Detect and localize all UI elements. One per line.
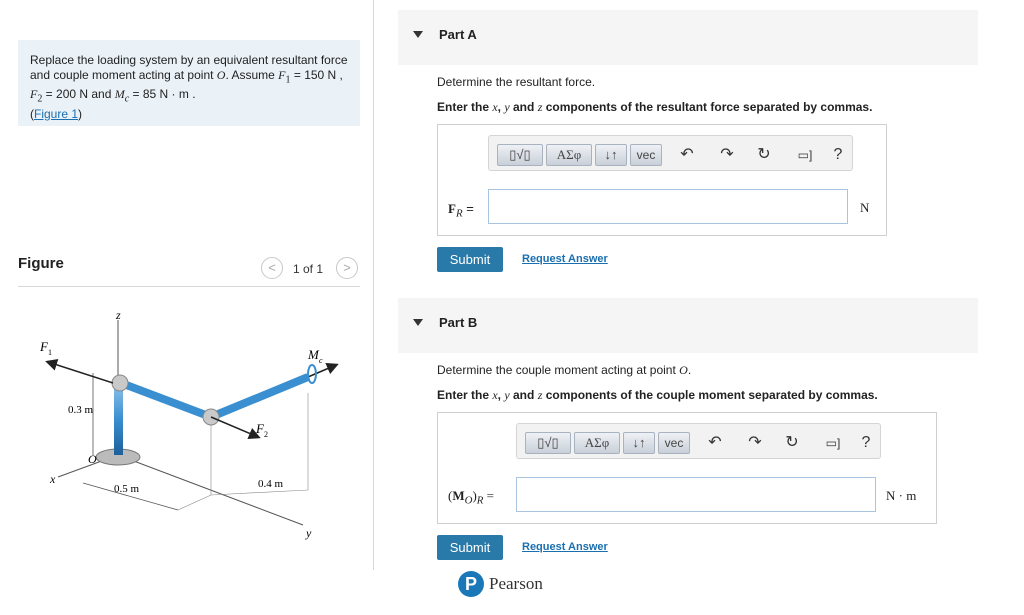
f2-arrow xyxy=(211,417,258,437)
f2-label: F xyxy=(256,421,264,436)
fr-unit: N xyxy=(860,200,870,215)
figure-prev-button[interactable]: < xyxy=(261,257,283,279)
pearson-brand: Pearson xyxy=(489,574,543,593)
keyboard-icon[interactable]: ▭] xyxy=(797,148,813,162)
template-button[interactable]: ▯√▯ xyxy=(525,432,571,454)
part-a-header[interactable] xyxy=(398,10,978,65)
greek-button[interactable]: ΑΣφ xyxy=(574,432,620,454)
f1-label: F xyxy=(40,339,48,354)
keyboard-icon[interactable]: ▭] xyxy=(825,436,841,450)
part-a-submit-button[interactable]: Submit xyxy=(437,247,503,272)
figure-title: Figure xyxy=(18,255,64,272)
part-a-question: Determine the resultant force. xyxy=(437,75,596,89)
pipe-segment-2 xyxy=(211,377,308,417)
greek-button[interactable]: ΑΣφ xyxy=(546,144,592,166)
guide-line-3 xyxy=(211,490,308,495)
part-a-answer-box xyxy=(437,124,887,236)
undo-icon[interactable]: ↶ xyxy=(708,434,722,451)
part-b-instructions: Enter the x, y and z components of the couple moment separated by commas. xyxy=(437,388,878,402)
figure-diagram xyxy=(18,305,348,545)
dim-label-03: 0.3 m xyxy=(68,404,94,416)
vec-button[interactable]: vec xyxy=(658,432,690,454)
part-a-title: Part A xyxy=(439,27,477,42)
help-icon[interactable]: ? xyxy=(861,434,871,451)
f2-sub: 2 xyxy=(264,430,268,439)
figure-link[interactable]: Figure 1 xyxy=(34,106,79,121)
x-label: x xyxy=(50,472,56,486)
fr-answer-input[interactable] xyxy=(488,189,848,224)
collapse-caret-icon[interactable] xyxy=(413,319,423,326)
template-button[interactable]: ▯√▯ xyxy=(497,144,543,166)
vec-button[interactable]: vec xyxy=(630,144,662,166)
mor-unit: N · m xyxy=(886,488,917,503)
subscript-button[interactable]: ↓↑ xyxy=(595,144,627,166)
panel-divider xyxy=(373,0,374,570)
part-b-header[interactable] xyxy=(398,298,978,353)
reset-icon[interactable]: ↻ xyxy=(757,146,771,163)
part-b-request-answer-link[interactable]: Request Answer xyxy=(522,541,608,553)
figure-counter: 1 of 1 xyxy=(293,262,324,276)
help-icon[interactable]: ? xyxy=(833,146,843,163)
part-a-instructions: Enter the x, y and z components of the resultant force separated by commas. xyxy=(437,100,873,114)
elbow-1 xyxy=(112,375,128,391)
mc-sub: c xyxy=(319,356,323,365)
z-label: z xyxy=(116,308,121,322)
redo-icon[interactable]: ↷ xyxy=(748,434,762,451)
y-axis xyxy=(118,455,303,525)
part-b-question: Determine the couple moment acting at point O. xyxy=(437,363,692,377)
f1-arrow xyxy=(48,362,113,383)
part-a-request-answer-link[interactable]: Request Answer xyxy=(522,253,608,265)
mor-answer-input[interactable] xyxy=(516,477,876,512)
f1-sub: 1 xyxy=(48,348,52,357)
collapse-caret-icon[interactable] xyxy=(413,31,423,38)
guide-line-4 xyxy=(178,495,211,510)
problem-statement: Replace the loading system by an equivalent resultant force and couple moment acting at point O. Assume $F_1 = 150$ N , $F_2 = 200$ N and $M_c = 85$ N · m . (Figure 1) xyxy=(18,40,360,126)
mc-label: M xyxy=(308,347,319,362)
undo-icon[interactable]: ↶ xyxy=(680,146,694,163)
figure-header xyxy=(18,255,360,287)
part-b-title: Part B xyxy=(439,315,478,330)
mor-label: $(M_O)_R$ = xyxy=(448,488,495,507)
origin-label: O xyxy=(88,452,97,466)
pearson-logo-icon: P xyxy=(458,571,484,597)
dim-label-04: 0.4 m xyxy=(258,478,284,490)
part-a-toolbar xyxy=(488,135,853,171)
redo-icon[interactable]: ↷ xyxy=(720,146,734,163)
fr-label: $F_R$ = xyxy=(448,201,474,220)
mc-arrow xyxy=(308,365,336,377)
part-b-toolbar xyxy=(516,423,881,459)
figure-next-button[interactable]: > xyxy=(336,257,358,279)
reset-icon[interactable]: ↻ xyxy=(785,434,799,451)
part-b-answer-box xyxy=(437,412,937,524)
subscript-button[interactable]: ↓↑ xyxy=(623,432,655,454)
pipe-segment-1 xyxy=(121,383,211,417)
part-b-submit-button[interactable]: Submit xyxy=(437,535,503,560)
y-label: y xyxy=(306,526,312,540)
dim-label-05: 0.5 m xyxy=(114,483,140,495)
vertical-pipe xyxy=(114,383,123,455)
